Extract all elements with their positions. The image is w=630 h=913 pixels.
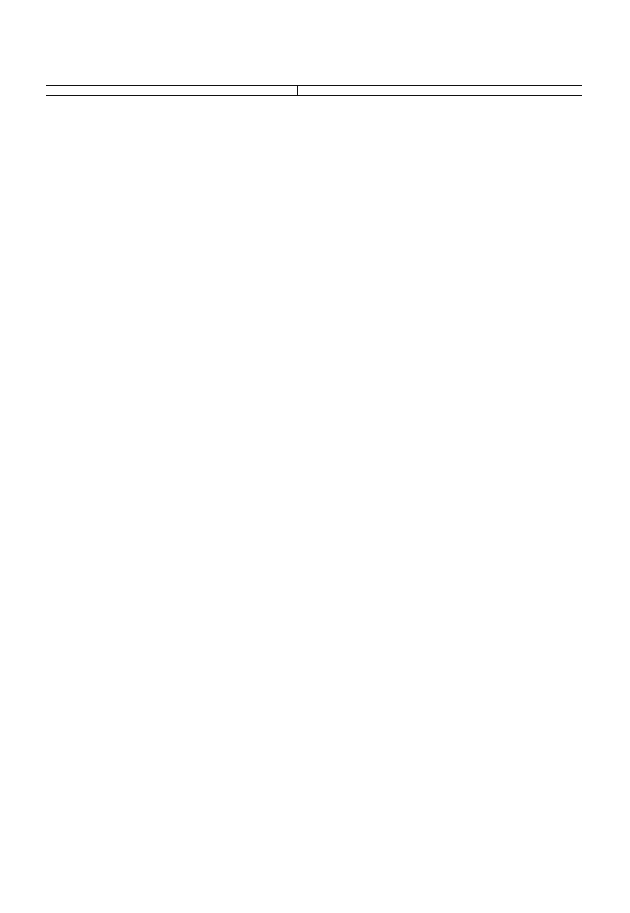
- table-header-row: [46, 86, 582, 96]
- table-header-copper-mass: [298, 86, 582, 96]
- table-header-bismuth-range: [46, 86, 298, 96]
- table-16: [46, 85, 582, 96]
- page-content: [46, 78, 582, 102]
